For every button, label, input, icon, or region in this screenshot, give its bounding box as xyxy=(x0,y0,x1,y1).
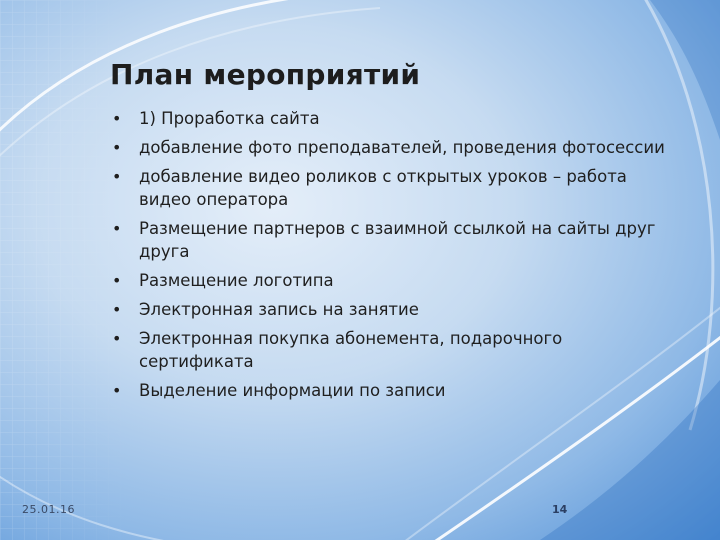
list-item xyxy=(112,136,672,159)
list-item-text: Размещение логотипа xyxy=(139,271,334,290)
bullet-dot-icon: • xyxy=(112,109,122,128)
bullet-dot-icon: • xyxy=(112,138,122,157)
slide-title: План мероприятий xyxy=(110,58,421,91)
list-item-text: добавление видео роликов с открытых уроков – работа видео оператора xyxy=(139,167,627,209)
footer-date: 25.01.16 xyxy=(22,503,75,516)
bullet-dot-icon: • xyxy=(112,167,122,186)
page-number: 14 xyxy=(552,503,568,516)
list-item xyxy=(112,217,672,263)
list-item-text: 1) Проработка сайта xyxy=(139,109,320,128)
list-item xyxy=(112,379,672,402)
bullet-dot-icon: • xyxy=(112,300,122,319)
bullet-dot-icon: • xyxy=(112,271,122,290)
list-item xyxy=(112,269,672,292)
bullet-dot-icon: • xyxy=(112,381,122,400)
list-item-text: Электронная покупка абонемента, подарочного сертификата xyxy=(139,329,563,371)
bullet-list xyxy=(112,107,672,408)
bullet-dot-icon: • xyxy=(112,219,122,238)
bullet-dot-icon: • xyxy=(112,329,122,348)
list-item-text: Электронная запись на занятие xyxy=(139,300,419,319)
list-item-text: добавление фото преподавателей, проведения фотосессии xyxy=(139,138,665,157)
list-item xyxy=(112,107,672,130)
list-item-text: Выделение информации по записи xyxy=(139,381,446,400)
list-item xyxy=(112,165,672,211)
list-item-text: Размещение партнеров с взаимной ссылкой на сайты друг друга xyxy=(139,219,656,261)
list-item xyxy=(112,298,672,321)
list-item xyxy=(112,327,672,373)
